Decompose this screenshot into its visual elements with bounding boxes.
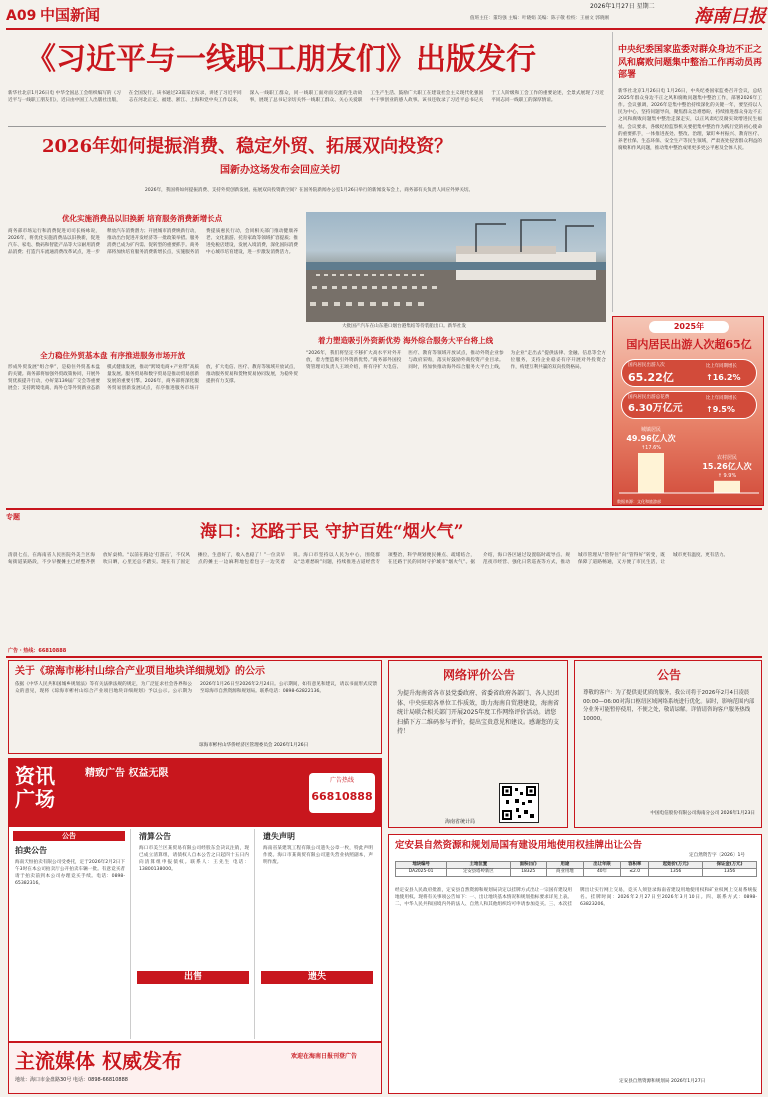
feature2-label: 专题 <box>6 513 20 521</box>
classifieds-block <box>8 758 382 1094</box>
bar-0 <box>638 453 664 493</box>
notice-dingan-body: 经定安县人民政府批准，定安县自然资源和规划局决定以挂牌方式出让一宗国有建设用地使用权。现将有关事项公告如下：一、出让地块基本情况和规划指标要求详见上表。二、中华人民共和国境内外的法人、自然人和其他组织均可申请参加竞买。三、本次挂牌出让实行网上交易，竞买人须登录海南省建设用地使用权和矿业权网上交易系统报名。挂牌时间：2026年2月27日至2026年3月10日。四、联系方式：0898-63823206。 <box>395 888 757 908</box>
highlight-1-growth: ↑16.2% <box>706 373 741 382</box>
chart-year-tag: 2025年 <box>649 321 729 333</box>
th-deposit: 保证金(万元) <box>703 862 757 869</box>
section1-body: 商务部市场运行和消费促进司司长杨咏说，2026年，将优化实施消费品以旧换新，促进汽车、家电、数码和智能产品等大宗耐用消费品消费；打造汽车流通消费改革试点，进一步释放汽车消费潜力；开展城市消费焕新行动，推动出台促进开发经济等一批政策举措。服务消费已成为扩内需、促转型的重要抓手。商务部将加快培育服务消费新增长点，实施服务消费提质惠民行动，会同相关部门推动健康养老、文化旅游、托育家政等领域扩容提质；推进免税店建设，发展入境消费，深化国际消费中心城市培育建设，进一步激发消费活力。 <box>8 229 298 256</box>
section3-body: “2026年，我们将坚定不移扩大高水平对外开放，着力塑造吸引外资新优势。”商务部外国投资管理司负责人王颂介绍，将有序扩大电信、医疗、教育等领域开放试点，推动外资企业参与政府采购，落实好鼓励外商投资产业目录。同时，将加快推动海外综合服务大平台上线，为企业“走出去”提供法律、金融、信息等全方位服务，支持企业稳妥有序开展对外投资合作，构建互利共赢的双向投资格局。 <box>306 351 606 371</box>
top-story-body: 新华社北京1月26日电 中华全国总工会组织编写的《习近平与一线职工朋友们》，近日由中国工人出版社出版，在全国发行。该书通过23篇采访实录，讲述了习近平同志在河北正定、福建、浙江、上海和党中央工作以来，深入一线职工群众，同一线职工面对面交流的生动故事，展现了总书记亲切关怀一线职工群众、关心关爱职工生产生活、鼓励广大职工在建设社会主义现代化强国中干事创业的感人故事。该书还收录了习近平总书记关于工人阶级和工会工作的重要论述，全景式展现了习近平同志同一线职工的深厚情谊。 <box>8 91 604 104</box>
notice-telecom-title: 公告 <box>656 668 681 682</box>
notice-qionghai-title: 关于《琼海市彬村山综合产业项目地块详细规划》的公示 <box>15 666 265 677</box>
port-car-photo <box>306 212 606 322</box>
notice-telecom-footer: 中国电信股份有限公司海南分公司 2026年1月23日 <box>650 811 755 816</box>
highlight-2 <box>621 391 757 419</box>
col1-sub: 拍卖公告 <box>15 846 47 855</box>
bar-1 <box>714 481 740 493</box>
ads-rule <box>6 656 762 658</box>
highlight-2-value: 6.30万亿元 <box>628 403 683 414</box>
land-table-header <box>396 862 757 869</box>
col3-head: 遗失声明 <box>263 832 295 841</box>
notice-network-footer: 海南省统计局 <box>445 819 476 825</box>
footer-slogan: 主流媒体 权威发布 <box>15 1049 182 1073</box>
page-number: A09 <box>6 8 37 24</box>
bar-category-label-1: 农村居民 <box>716 454 738 461</box>
photo-illustration <box>306 212 606 322</box>
land-table <box>395 861 757 877</box>
section2-title: 全力稳住外贸基本盘 有序推进服务市场开放 <box>40 351 186 360</box>
page-header <box>0 0 768 28</box>
highlight-1-label: 国内居民出游人次 <box>628 363 665 368</box>
th-far: 容积率 <box>621 862 649 869</box>
classifieds-col2 <box>133 829 255 1039</box>
footer-address: 地址：海口市金盘路30号 电话：0898-66810888 <box>15 1077 128 1083</box>
newspaper-logo: 海南日报 <box>694 6 766 27</box>
chart-title: 国内居民出游人次超65亿 <box>626 338 752 351</box>
th-term: 出让年限 <box>583 862 620 869</box>
col1-body: 海南天恒拍卖有限公司受委托，定于2026年2月2日下午3时在本公司拍卖厅公开拍卖车辆一批。有意竞买者请于拍卖前到本公司办理竞买手续。电话：0898-65382316。 <box>15 860 125 887</box>
th-price: 起始价(万元) <box>649 862 703 869</box>
highlight-1-value: 65.22亿 <box>628 371 674 384</box>
td-price: 1356 <box>649 869 703 876</box>
classifieds-title: 资讯广场 <box>15 764 55 811</box>
td-use: 商业用地 <box>546 869 583 876</box>
feature2-headline: 海口：还路于民 守护百姓“烟火气” <box>200 522 464 542</box>
tourism-bar-chart <box>613 423 765 505</box>
footer-right: 欢迎在海南日报刊登广告 <box>291 1053 358 1060</box>
notice-dingan-land <box>388 834 762 1094</box>
table-row <box>396 869 757 876</box>
notice-network-evaluation <box>388 660 568 828</box>
notice-qionghai-footer: 琼海市彬村山华侨经济区管理委员会 2026年1月26日 <box>199 743 309 748</box>
column-divider <box>612 32 613 312</box>
right-story-body: 新华社北京1月26日电 1月26日，中央纪委国家监委召开会议，总结2025年群众身边不正之风和腐败问题集中整治工作，部署2026年工作。会议强调，2026年是集中整治持续深化的关键一年，要坚持以人民为中心，坚持问题导向，聚焦群众急难愁盼，持续推进群众身边不正之风和腐败问题集中整治走深走实，以正风肃纪反腐实效增进民生福祉。会议要求，各级纪检监察机关要把集中整治作为践行党的初心使命的重要抓手，一体推进查处、整改、治理，紧盯乡村振兴、教育医疗、养老社保、生态环保、安全生产等民生领域，严肃查处侵害群众利益的腐败和作风问题，推动集中整治成果更多更公平惠及全体人民。 <box>618 89 762 151</box>
notice-qionghai-body: 依据《中华人民共和国城乡规划法》等有关法律法规的规定，为广泛征求社会各界和公众的意见，现将《琼海市彬村山综合产业项目地块详细规划》予以公示。公示期为2026年1月26日至2026年2月24日。公示期间，如有意见和建议，请以书面形式反馈至琼海市自然资源和规划局。联系电话：0898-62822136。 <box>15 682 377 695</box>
bar-value-label-0: 49.96亿人次 <box>626 434 676 443</box>
hotline-box <box>309 773 375 813</box>
section-title: 中国新闻 <box>40 6 101 24</box>
classifieds-col1 <box>9 829 131 1039</box>
notice-network-body: 为提升海南省各市县党委政府、省委省政府各部门、各人民团体、中央驻琼各单位工作质效，助力海南自贸港建设，海南省统计局联合相关部门开展2025年度工作网络评价活动。请您扫描下方二维码参与评价，提出宝贵意见和建议。感谢您的支持！ <box>397 690 560 736</box>
notice-dingan-footer: 定安县自然资源和规划局 2026年1月27日 <box>619 1079 706 1084</box>
highlight-1 <box>621 359 757 387</box>
section3-title: 着力塑造吸引外资新优势 海外综合服务大平台将上线 <box>318 336 494 345</box>
right-story-headline: 中央纪委国家监委对群众身边不正之风和腐败问题集中整治工作再动员再部署 <box>618 45 763 81</box>
highlight-1-growth-label: 比上年同期增长 <box>706 364 737 369</box>
col1-head: 公告 <box>13 831 125 841</box>
col2-body: 海口市美兰区某贸易有限公司经股东会决议注销，现已成立清算组，请债权人自本公告之日起四十五日内向清算组申报债权。联系人：王先生 电话：13800138000。 <box>139 846 249 873</box>
section2-body: 形成外贸发展“组合拳”，是稳住外贸基本盘的关键。商务部将加强外贸政策协同，开展外贸优质提升行动，办好第139届广交会等重要展会；支持跨境电商、海外仓等外贸新业态新模式健康发展，推动“跨境电商+产业带”高质量发展。服务贸易和数字贸易是推动贸易创新发展的重要引擎。2026年，商务部将深化服务贸易创新发展试点，有序推进服务市场开放，扩大电信、医疗、教育等领域开放试点，推动服务贸易和货物贸易协同发展，为稳外贸提供有力支撑。 <box>8 365 298 392</box>
issue-date: 2026年1月27日 星期二 <box>590 3 655 10</box>
notice-telecom <box>574 660 762 828</box>
feature2-rule <box>6 508 762 510</box>
col3-head3: 遗失 <box>261 971 373 984</box>
col3-body: 海南省某建筑工程有限公司遗失公章一枚，特此声明作废。海口市某商贸有限公司遗失营业执照副本，声明作废。 <box>263 846 373 866</box>
feature-subhead: 国新办这场发布会回应关切 <box>220 165 340 176</box>
notice-network-title: 网络评价公告 <box>442 668 515 682</box>
highlight-2-growth-label: 比上年同期增长 <box>706 396 737 401</box>
notice-dingan-docno: 定自然资告字〔2026〕1号 <box>689 853 745 858</box>
classifieds-slogan: 精致广告 权益无限 <box>85 768 169 779</box>
td-id: DA2025-01 <box>396 869 447 876</box>
header-rule <box>6 28 762 30</box>
th-location: 土地位置 <box>447 862 510 869</box>
th-use: 用途 <box>546 862 583 869</box>
classifieds-footer <box>9 1041 381 1093</box>
notice-dingan-title: 定安县自然资源和规划局国有建设用地使用权挂牌出让公告 <box>395 840 643 851</box>
feature-rule <box>8 126 606 127</box>
top-story-headline: 《习近平与一线职工朋友们》出版发行 <box>26 42 536 77</box>
feature-intro: 2026年，我国将如何提振消费、支持外贸创新发展、拓展双向投资新空间？在国务院新闻办公室1月26日举行的新闻发布会上，商务部有关负责人回应外界关切。 <box>144 188 474 193</box>
bar-growth-label-0: ↑17.6% <box>640 445 662 451</box>
tourism-infographic <box>612 316 764 506</box>
classifieds-col3 <box>257 829 379 1039</box>
highlight-2-growth: ↑9.5% <box>706 405 735 414</box>
qr-code-icon <box>500 784 538 822</box>
hotline-label: 广告热线 <box>329 777 354 784</box>
editor-credits: 值班主任：董均强 主编：叶晓娟 美编：陈子敬 检校：王丽文 郭晓刚 <box>470 16 610 21</box>
qr-code[interactable] <box>499 783 539 823</box>
section1-title: 优化实施消费品以旧换新 培育服务消费新增长点 <box>62 214 223 223</box>
td-deposit: 1356 <box>703 869 757 876</box>
hotline-number[interactable]: 66810888 <box>311 790 373 803</box>
highlight-2-label: 国内居民出游总花费 <box>628 395 670 400</box>
ads-line: 广告 · 热线：66810888 <box>8 648 67 654</box>
th-area: 面积(㎡) <box>510 862 546 869</box>
notice-qionghai <box>8 660 382 754</box>
td-area: 18325 <box>510 869 546 876</box>
td-far: ≤2.0 <box>621 869 649 876</box>
photo-caption: 大批国产汽车在山东港口烟台港集结等待装船出口。新华社发 <box>342 324 467 329</box>
feature2-body: 清晨七点，在海南省人民医院外美兰区海甸街道某路段，不少早餐摊主已经整齐摆放好桌椅。“以前在路边‘打游击’，不仅风吹日晒，心里还总不踏实。现在有了固定摊位，生意好了，收入也稳了！”一位卖早点的摊主一边麻利地包着包子一边笑着说。海口市坚持以人民为中心，围绕群众“急难愁盼”问题，持续推进占道经营专项整治，科学规划便民摊点、疏堵结合，在还路于民的同时守护城市“烟火气”。据介绍，海口各区通过设置临时疏导点、规范夜市经营、强化日常巡查等方式，推动城市管理从“管得住”向“管得好”转变，既保障了道路畅通，又方便了市民生活，让城市更有温度、更有活力。 <box>8 553 729 566</box>
classifieds-banner <box>9 759 381 827</box>
bar-growth-label-1: ↑ 9.9% <box>717 472 737 479</box>
notice-telecom-body: 尊敬的客户：为了提供更优质的服务，我公司将于2026年2月4日凌晨00:00—06:00对海口枢纽区域网络系统进行优化。届时，影响范围内部分业务可能暂停使用，不便之处，敬请谅解。详情请咨询客户服务热线10000。 <box>583 690 755 722</box>
chart-source: 数据来源：文化和旅游部 <box>617 499 661 504</box>
feature-headline: 2026年如何提振消费、稳定外贸、拓展双向投资？ <box>42 136 453 157</box>
td-term: 40年 <box>583 869 620 876</box>
bar-category-label-0: 城镇居民 <box>640 427 662 433</box>
td-location: 定安县塔岭新区 <box>447 869 510 876</box>
col2-head: 清算公告 <box>139 832 171 841</box>
col3-head2: 出售 <box>137 971 249 984</box>
bar-value-label-1: 15.26亿人次 <box>702 461 752 471</box>
th-id: 地块编号 <box>396 862 447 869</box>
